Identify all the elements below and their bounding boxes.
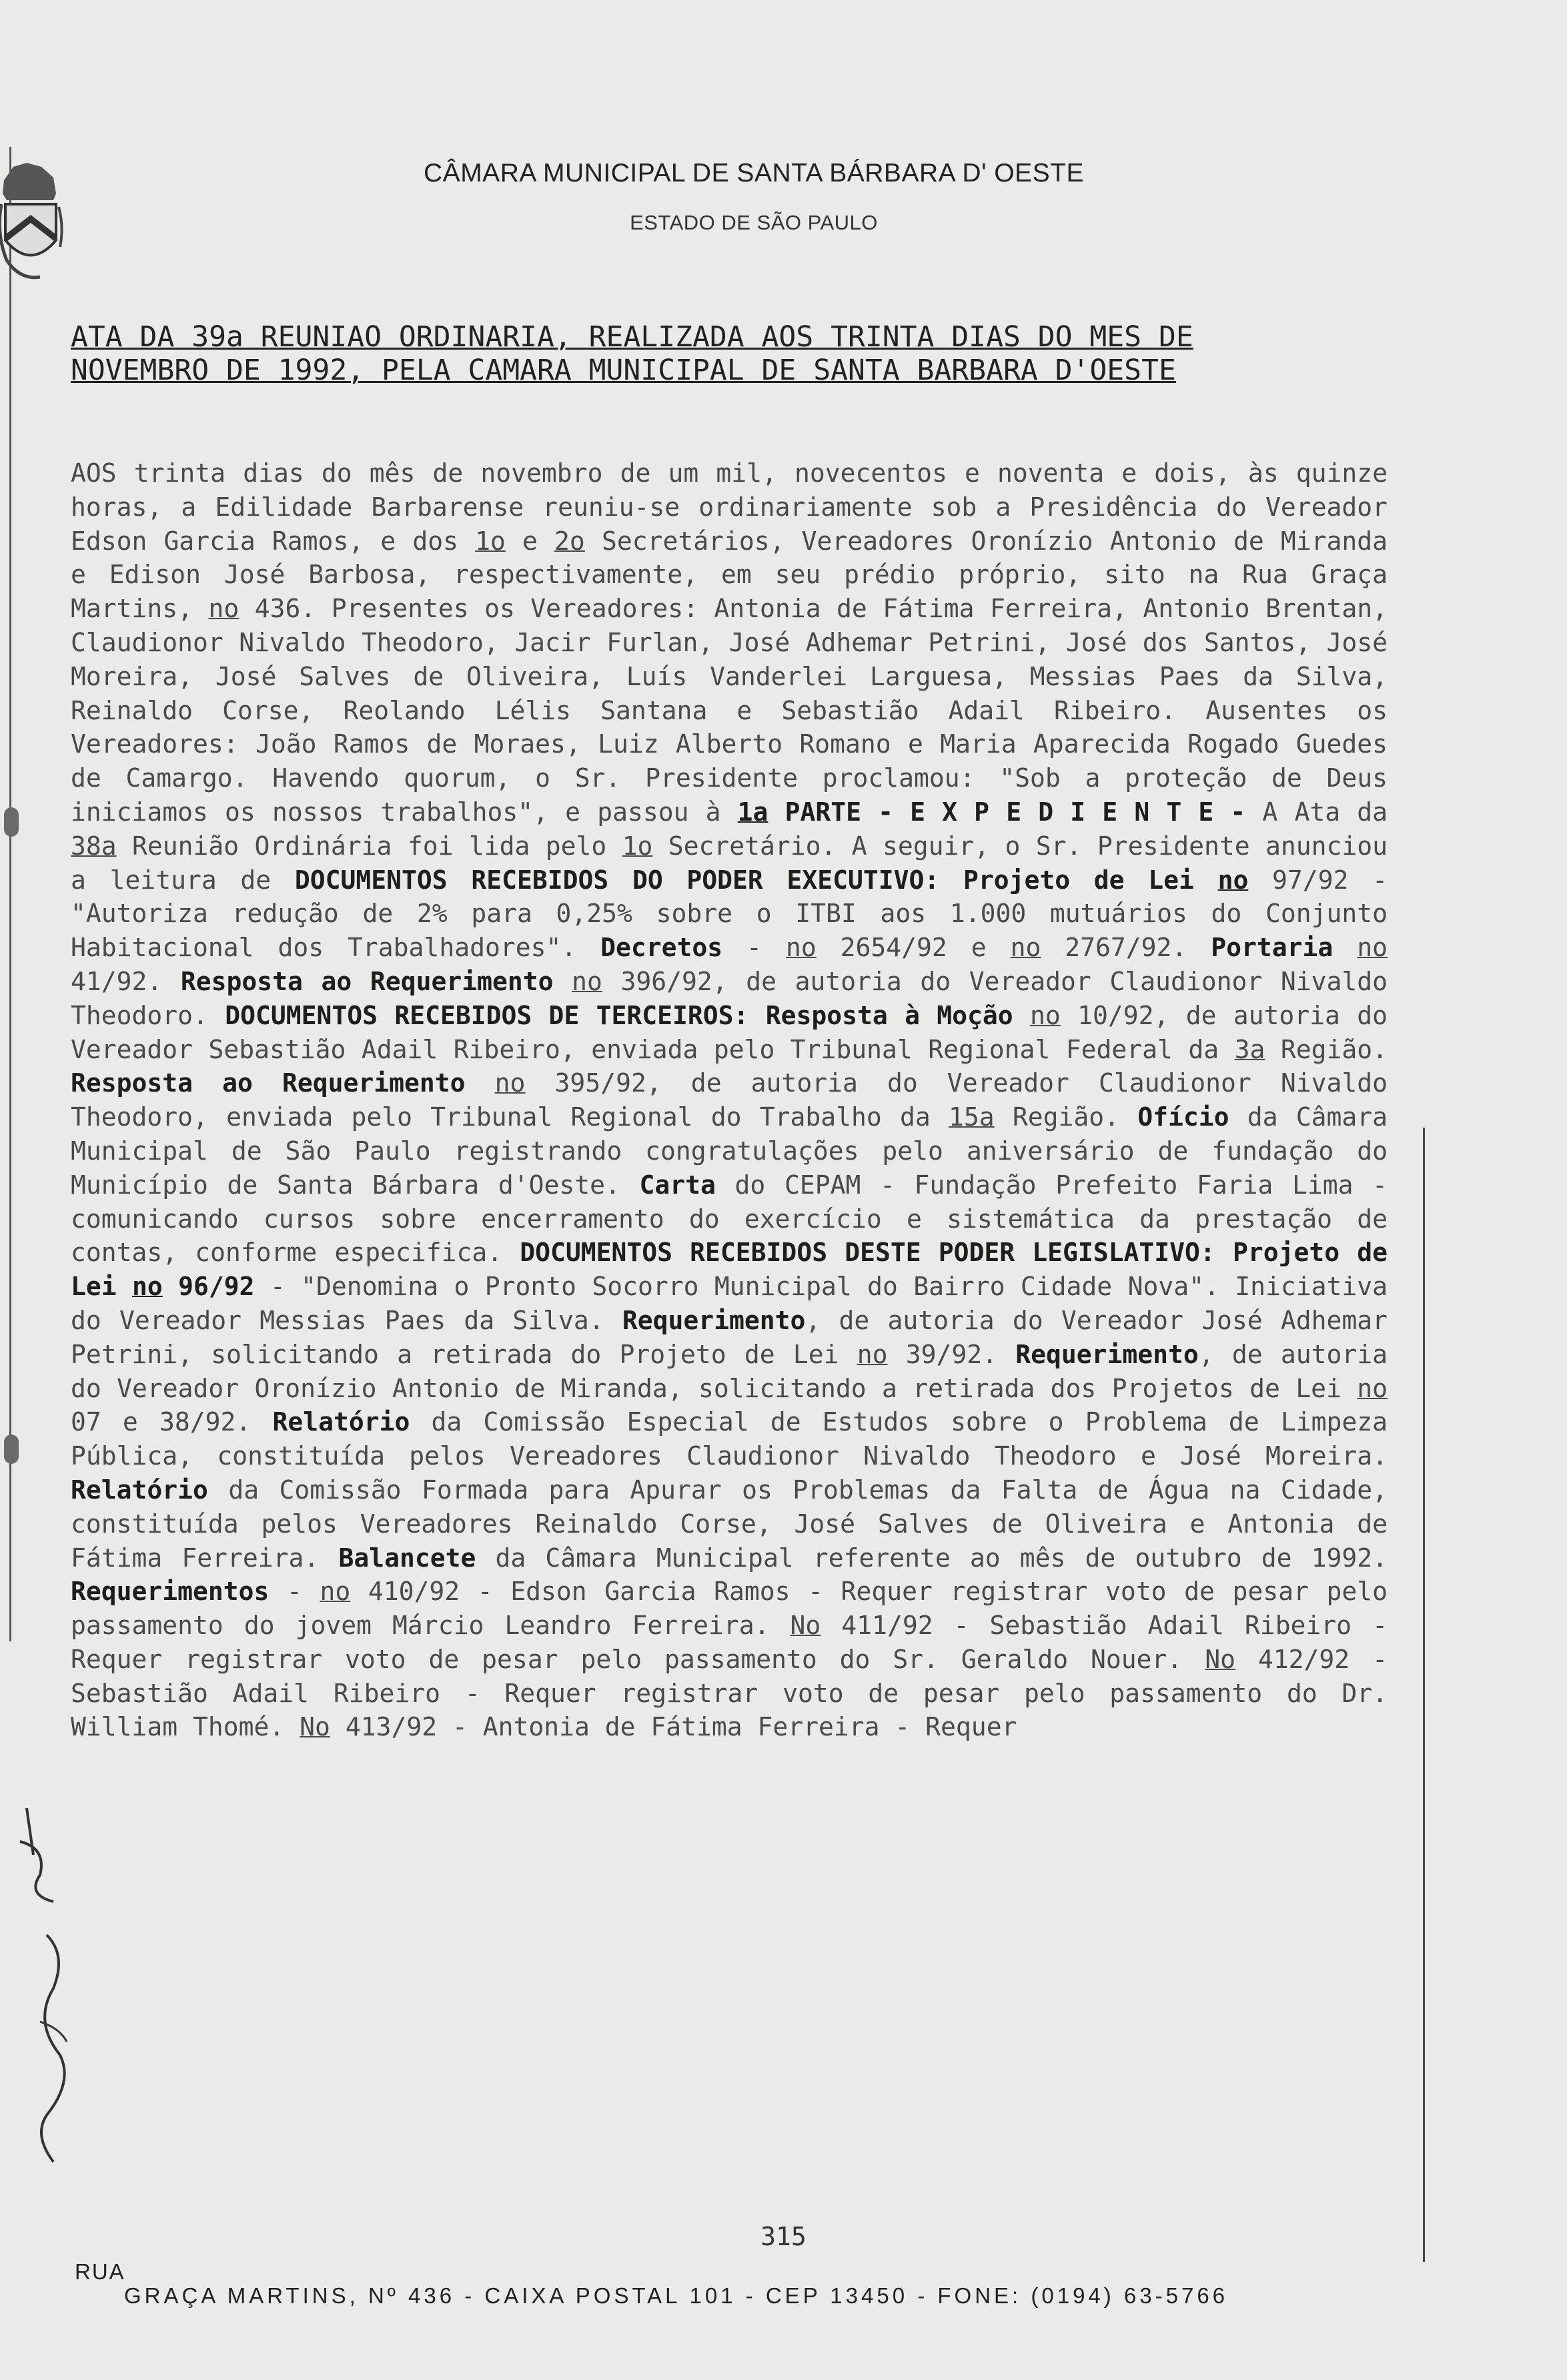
body-segment: 10/92, de autoria do Vereador Sebastião Adail Ribeiro, enviada pelo Tribunal Regional Federal da xyxy=(71,1000,1388,1064)
ordinal-abbrev: No xyxy=(1205,1644,1235,1674)
bold-heading-segment: Requerimentos xyxy=(71,1577,270,1607)
ordinal-abbrev: no xyxy=(857,1339,888,1369)
body-segment: - xyxy=(269,1577,320,1607)
ordinal-abbrev: No xyxy=(790,1611,821,1641)
body-segment: Secretário. A seguir, o Sr. Presidente anunciou a leitura de xyxy=(71,831,1388,895)
body-segment: Secretários, Vereadores Oronízio Antonio de Miranda e Edison José Barbosa, respectivamente, em seu prédio próprio, sito na Rua Graça Martins, xyxy=(71,526,1388,624)
ordinal-abbrev: no xyxy=(208,594,239,624)
ordinal-abbrev: no xyxy=(1357,1373,1388,1403)
bold-heading-segment: 96/92 xyxy=(162,1272,255,1302)
ordinal-abbrev: No xyxy=(300,1712,330,1742)
institution-state: ESTADO DE SÃO PAULO xyxy=(630,211,878,234)
bold-heading-segment xyxy=(738,797,768,827)
body-segment: AOS trinta dias do mês de novembro de um mil, novecentos e noventa e dois, às quinze horas, a Edilidade Barbarense reuniu-se ordinariamente sob a Presidência do Vereador Edson Garcia Ramos, e dos xyxy=(71,458,1388,556)
bold-heading-segment: DOCUMENTOS RECEBIDOS DO PODER EXECUTIVO: Projeto de Lei xyxy=(294,865,1218,895)
body-segment xyxy=(466,1068,495,1098)
body-segment: da Comissão Especial de Estudos sobre o Problema de Limpeza Pública, constituída pelos Vereadores Claudionor Nivaldo Theodoro e José Moreira. xyxy=(71,1407,1388,1471)
body-segment xyxy=(553,967,572,996)
ordinal-abbrev: no xyxy=(132,1272,163,1302)
bold-heading-segment: Carta xyxy=(639,1170,716,1200)
ordinal-abbrev: 1a xyxy=(737,797,768,827)
page-number: 315 xyxy=(760,2222,807,2251)
body-segment: 413/92 - Antonia de Fátima Ferreira - Requer xyxy=(330,1712,1017,1742)
bold-heading-segment xyxy=(1218,865,1249,895)
ordinal-abbrev: 3a xyxy=(1234,1034,1265,1064)
body-segment: 395/92, de autoria do Vereador Claudionor Nivaldo Theodoro, enviada pelo Tribunal Regional do Trabalho da xyxy=(71,1068,1388,1132)
body-segment: A Ata da xyxy=(1245,797,1388,827)
bold-heading-segment: Relatório xyxy=(272,1407,410,1437)
body-segment: - xyxy=(722,933,786,963)
body-segment xyxy=(1333,933,1357,962)
bold-heading-segment: Requerimento xyxy=(622,1305,806,1335)
body-segment: 411/92 - Sebastião Adail Ribeiro - Requer registrar voto de pesar pelo passamento do Sr. Geraldo Nouer. xyxy=(71,1611,1388,1674)
bold-heading-segment: DOCUMENTOS RECEBIDOS DE TERCEIROS: Resposta à Moção xyxy=(225,1000,1013,1030)
bold-heading-segment: Resposta ao Requerimento xyxy=(180,966,554,996)
body-segment: e xyxy=(505,526,555,556)
bold-heading-segment: Relatório xyxy=(71,1475,208,1505)
body-segment: da Câmara Municipal referente ao mês de outubro de 1992. xyxy=(476,1543,1388,1573)
ordinal-abbrev: no xyxy=(494,1068,526,1098)
body-segment xyxy=(1013,1001,1030,1030)
body-segment: da Comissão Formada para Apurar os Problemas da Falta de Água na Cidade, constituída pelos Vereadores Reinaldo Corse, José Salves de Oliveira e Antonia de Fátima Ferreira. xyxy=(71,1475,1388,1573)
body-segment: 07 e 38/92. xyxy=(71,1407,273,1437)
body-segment: 436. Presentes os Vereadores: Antonia de Fátima Ferreira, Antonio Brentan, Claudionor Nivaldo Theodoro, Jacir Furlan, José Adhemar Petrini, José dos Santos, José Moreira, José Salves de Oliveira, Luís Vanderlei Larguesa, Messias Paes da Silva, Reinaldo Corse, Reolando Lélis Santana e Sebastião Adail Ribeiro. Ausentes os Vereadores: João Ramos de Moraes, Luiz Alberto Romano e Maria Aparecida Rogado Guedes de Camargo. Havendo quorum, o Sr. Presidente proclamou: "Sob a proteção de Deus iniciamos os nossos trabalhos", e passou à xyxy=(71,594,1388,827)
bold-heading-segment: Decretos xyxy=(600,933,723,963)
ordinal-abbrev: no xyxy=(572,966,602,996)
body-segment: da Câmara Municipal de São Paulo registrando congratulações pelo aniversário de fundação do Município de Santa Bárbara d'Oeste. xyxy=(71,1102,1388,1200)
bold-heading-segment: Ofício xyxy=(1137,1102,1229,1132)
document-title xyxy=(71,320,1382,387)
punch-hole-mark xyxy=(4,807,19,837)
minutes-body xyxy=(71,456,1388,1744)
body-segment: do CEPAM - Fundação Prefeito Faria Lima - comunicando cursos sobre encerramento do exercício e sistemática da prestação de contas, conforme especifica. xyxy=(71,1170,1388,1268)
body-segment: Região. xyxy=(1265,1034,1388,1064)
ordinal-abbrev: 15a xyxy=(948,1102,995,1132)
body-segment: 2767/92. xyxy=(1041,933,1211,963)
bold-heading-segment xyxy=(132,1272,163,1301)
body-segment: 396/92, de autoria do Vereador Claudionor Nivaldo Theodoro. xyxy=(71,966,1388,1030)
bold-heading-segment: Resposta ao Requerimento xyxy=(71,1068,466,1098)
bold-heading-segment: Requerimento xyxy=(1015,1339,1199,1369)
bold-heading-segment: PARTE - E X P E D I E N T E - xyxy=(768,797,1246,827)
body-segment: Reunião Ordinária foi lida pelo xyxy=(116,831,622,861)
right-margin-rule xyxy=(1423,1128,1425,2262)
body-segment: 39/92. xyxy=(887,1339,1016,1369)
margin-signature-icon xyxy=(7,1802,80,2175)
body-segment: 410/92 - Edson Garcia Ramos - Requer registrar voto de pesar pelo passamento do jovem Márcio Leandro Ferreira. xyxy=(71,1577,1388,1641)
ordinal-abbrev: 1o xyxy=(622,831,653,861)
bold-heading-segment: Balancete xyxy=(338,1543,476,1573)
body-segment: Região. xyxy=(994,1102,1138,1132)
left-margin-rule xyxy=(9,147,11,1641)
ordinal-abbrev: 1o xyxy=(475,526,506,556)
body-segment: 412/92 - Sebastião Adail Ribeiro - Requer registrar voto de pesar pelo passamento do Dr. William Thomé. xyxy=(71,1644,1388,1742)
body-segment: , de autoria do Vereador José Adhemar Petrini, solicitando a retirada do Projeto de Lei xyxy=(71,1305,1388,1369)
ordinal-abbrev: no xyxy=(320,1577,351,1607)
institution-name: CÂMARA MUNICIPAL DE SANTA BÁRBARA D' OESTE xyxy=(424,159,1084,187)
title-line-2: NOVEMBRO DE 1992, PELA CAMARA MUNICIPAL DE SANTA BARBARA D'OESTE xyxy=(71,354,1176,387)
ordinal-abbrev: no xyxy=(1010,933,1041,963)
ordinal-abbrev: no xyxy=(1217,865,1249,895)
ordinal-abbrev: no xyxy=(1030,1000,1061,1030)
title-line-1: ATA DA 39a REUNIAO ORDINARIA, REALIZADA AOS TRINTA DIAS DO MES DE xyxy=(71,320,1193,354)
punch-hole-mark xyxy=(4,1435,19,1464)
ordinal-abbrev: 38a xyxy=(71,831,117,861)
body-segment: 97/92 - "Autoriza redução de 2% para 0,25% sobre o ITBI aos 1.000 mutuários do Conjunto Habitacional dos Trabalhadores". xyxy=(71,865,1388,963)
body-segment: - "Denomina o Pronto Socorro Municipal do Bairro Cidade Nova". Iniciativa do Vereador Messias Paes da Silva. xyxy=(71,1272,1388,1335)
body-segment: 2654/92 e xyxy=(816,933,1011,963)
body-segment: , de autoria do Vereador Oronízio Antonio de Miranda, solicitando a retirada dos Projetos de Lei xyxy=(71,1339,1388,1403)
footer-address-line: GRAÇA MARTINS, Nº 436 - CAIXA POSTAL 101 - CEP 13450 - FONE: (0194) 63-5766 xyxy=(124,2283,1229,2308)
ordinal-abbrev: no xyxy=(785,933,817,963)
bold-heading-segment: DOCUMENTOS RECEBIDOS DESTE PODER LEGISLATIVO: Projeto de Lei xyxy=(71,1238,1388,1302)
body-segment: 41/92. xyxy=(71,966,181,996)
ordinal-abbrev: no xyxy=(1357,933,1388,963)
bold-heading-segment: Portaria xyxy=(1211,933,1334,963)
ordinal-abbrev: 2o xyxy=(554,526,585,556)
footer-rua: RUA xyxy=(75,2259,125,2284)
